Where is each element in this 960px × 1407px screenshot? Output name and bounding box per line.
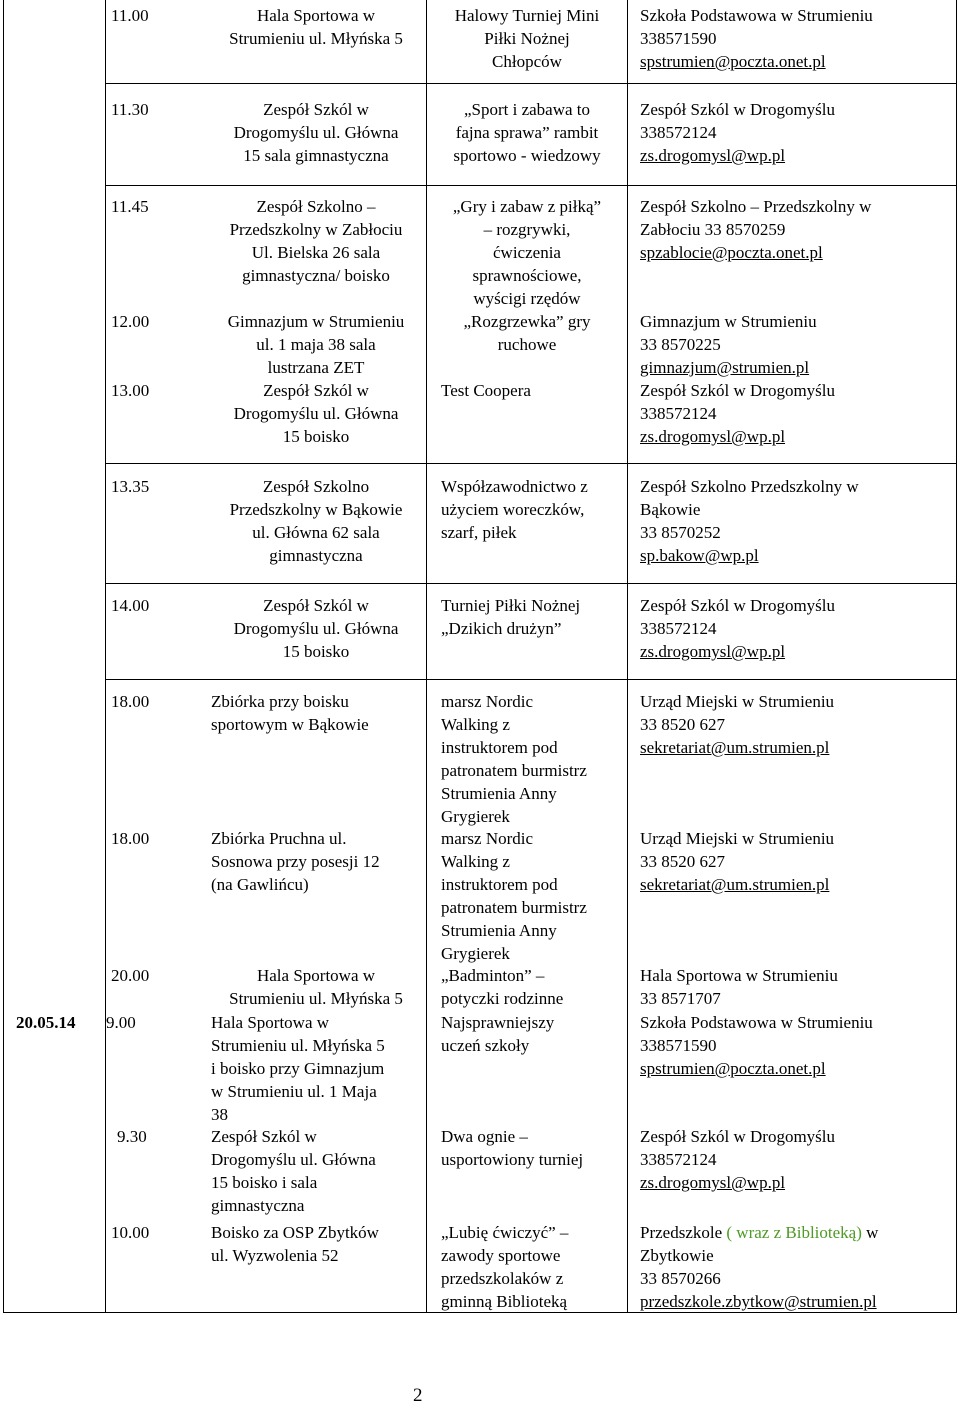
organizer-cell: Urząd Miejski w Strumieniu 33 8520 627 xyxy=(640,829,835,871)
organizer-cell: Zespół Szkól w Drogomyślu 338572124 xyxy=(640,596,836,638)
organizer-cell: Zespół Szkól w Drogomyślu 338572124 xyxy=(640,381,836,423)
time-cell: 11.00 xyxy=(111,6,149,25)
table-divider-3 xyxy=(627,0,628,1313)
organizer-cell: Urząd Miejski w Strumieniu 33 8520 627 xyxy=(640,692,835,734)
time-cell: 10.00 xyxy=(111,1223,150,1242)
organizer-cell: Zespół Szkól w Drogomyślu 338572124 xyxy=(640,100,836,142)
email-link[interactable]: sekretariat@um.strumien.pl xyxy=(640,738,830,757)
place-cell: Zespół Szkolno Przedszkolny w Bąkowie ul. Główna 62 sala gimnastyczna xyxy=(229,477,403,565)
event-cell: „Lubię ćwiczyć” – zawody sportowe przedszkolaków z gminną Biblioteką xyxy=(441,1223,569,1311)
email-link[interactable]: spzablocie@poczta.onet.pl xyxy=(640,243,823,262)
time-cell: 11.45 xyxy=(111,197,149,216)
date-label: 20.05.14 xyxy=(16,1013,76,1032)
organizer-rest: w Zbytkowie 33 8570266 xyxy=(640,1223,879,1288)
row-divider xyxy=(105,83,957,84)
organizer-cell: Gimnazjum w Strumieniu 33 8570225 xyxy=(640,312,817,354)
time-cell: 13.00 xyxy=(111,381,150,400)
event-cell: Test Coopera xyxy=(441,381,531,400)
page-number: 2 xyxy=(413,1385,423,1406)
email-link[interactable]: zs.drogomysl@wp.pl xyxy=(640,642,786,661)
row-divider xyxy=(105,463,957,464)
place-cell: Gimnazjum w Strumieniu ul. 1 maja 38 sala lustrzana ZET xyxy=(227,312,405,377)
organizer-cell: Zespół Szkolno Przedszkolny w Bąkowie 33 8570252 xyxy=(640,477,859,542)
email-link[interactable]: przedszkole.zbytkow@strumien.pl xyxy=(640,1292,877,1311)
time-cell: 20.00 xyxy=(111,966,150,985)
place-cell: Zbiórka przy boisku sportowym w Bąkowie xyxy=(211,692,369,734)
organizer-cell: Szkoła Podstawowa w Strumieniu 338571590 xyxy=(640,1013,873,1055)
email-link[interactable]: zs.drogomysl@wp.pl xyxy=(640,1173,786,1192)
time-cell: 18.00 xyxy=(111,829,150,848)
email-link[interactable]: zs.drogomysl@wp.pl xyxy=(640,146,786,165)
email-link[interactable]: zs.drogomysl@wp.pl xyxy=(640,427,786,446)
place-cell: Zespół Szkól w Drogomyślu ul. Główna 15 boisko i sala gimnastyczna xyxy=(211,1127,376,1215)
place-cell: Zbiórka Pruchna ul. Sosnowa przy posesji 12 (na Gawlińcu) xyxy=(211,829,380,894)
row-divider xyxy=(105,679,957,680)
email-link[interactable]: spstrumien@poczta.onet.pl xyxy=(640,1059,826,1078)
place-cell: Hala Sportowa w Strumieniu ul. Młyńska 5 xyxy=(229,6,403,48)
time-cell: 18.00 xyxy=(111,692,150,711)
organizer-cell: Hala Sportowa w Strumieniu 33 8571707 xyxy=(640,966,838,1008)
organizer-cell: Zespół Szkolno – Przedszkolny w Zabłociu 33 8570259 xyxy=(640,197,872,239)
event-cell: Turniej Piłki Nożnej „Dzikich drużyn” xyxy=(441,596,581,638)
event-cell: Halowy Turniej Mini Piłki Nożnej Chłopców xyxy=(454,6,600,71)
event-cell: Dwa ognie – usportowiony turniej xyxy=(441,1127,584,1169)
table-divider-1 xyxy=(105,0,106,1313)
time-cell: 14.00 xyxy=(111,596,150,615)
event-cell: „Sport i zabawa to fajna sprawa” rambit sportowo - wiedzowy xyxy=(453,100,601,165)
place-cell: Boisko za OSP Zbytków ul. Wyzwolenia 52 xyxy=(211,1223,379,1265)
time-cell: 9.30 xyxy=(117,1127,147,1146)
event-cell: „Badminton” – potyczki rodzinne xyxy=(441,966,564,1008)
event-cell: Najsprawniejszy uczeń szkoły xyxy=(441,1013,555,1055)
row-divider xyxy=(105,185,957,186)
table-border-left xyxy=(3,0,4,1313)
event-cell: marsz Nordic Walking z instruktorem pod patronatem burmistrz Strumienia Anny Grygierek xyxy=(441,692,587,826)
organizer-name: Przedszkole xyxy=(640,1223,727,1242)
row-divider xyxy=(105,583,957,584)
event-cell: „Rozgrzewka” gry ruchowe xyxy=(463,312,591,354)
event-cell: „Gry i zabaw z piłką” – rozgrywki, ćwiczenia sprawnościowe, wyścigi rzędów xyxy=(452,197,602,308)
place-cell: Zespół Szkolno – Przedszkolny w Zabłociu Ul. Bielska 26 sala gimnastyczna/ boisko xyxy=(229,197,403,285)
place-cell: Zespół Szkól w Drogomyślu ul. Główna 15 boisko xyxy=(233,596,399,661)
email-link[interactable]: gimnazjum@strumien.pl xyxy=(640,358,810,377)
email-link[interactable]: sekretariat@um.strumien.pl xyxy=(640,875,830,894)
table-border-right xyxy=(956,0,957,1313)
place-cell: Zespół Szkól w Drogomyślu ul. Główna 15 boisko xyxy=(233,381,399,446)
time-cell: 11.30 xyxy=(111,100,149,119)
organizer-cell: Szkoła Podstawowa w Strumieniu 338571590 xyxy=(640,6,873,48)
place-cell: Hala Sportowa w Strumieniu ul. Młyńska 5 i boisko przy Gimnazjum w Strumieniu ul. 1 Maja 38 xyxy=(211,1013,385,1124)
time-cell: 13.35 xyxy=(111,477,150,496)
place-cell: Zespół Szkól w Drogomyślu ul. Główna 15 sala gimnastyczna xyxy=(233,100,399,165)
time-cell: 9.00 xyxy=(106,1013,136,1032)
time-cell: 12.00 xyxy=(111,312,150,331)
place-cell: Hala Sportowa w Strumieniu ul. Młyńska 5 xyxy=(229,966,403,1008)
organizer-cell xyxy=(640,1221,878,1290)
email-link[interactable]: sp.bakow@wp.pl xyxy=(640,546,759,565)
organizer-cell: Zespół Szkól w Drogomyślu 338572124 xyxy=(640,1127,836,1169)
event-cell: Współzawodnictwo z użyciem woreczków, szarf, piłek xyxy=(441,477,588,542)
email-link[interactable]: spstrumien@poczta.onet.pl xyxy=(640,52,826,71)
event-cell: marsz Nordic Walking z instruktorem pod patronatem burmistrz Strumienia Anny Grygierek xyxy=(441,829,587,963)
organizer-note: ( wraz z Biblioteką) xyxy=(726,1223,862,1242)
